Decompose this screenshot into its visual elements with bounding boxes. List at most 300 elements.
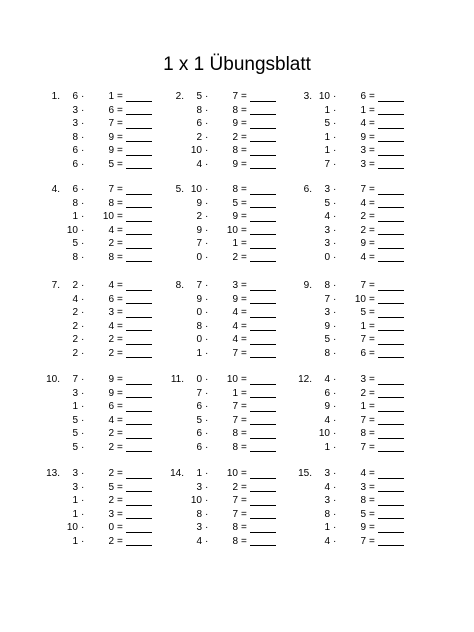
equals-sign: = <box>117 401 123 413</box>
equals-sign: = <box>241 211 247 223</box>
answer-blank[interactable] <box>250 207 276 208</box>
factor-a: 3 <box>324 307 330 319</box>
exercise-block <box>290 373 420 455</box>
answer-blank[interactable] <box>250 491 276 492</box>
equals-sign: = <box>117 238 123 250</box>
exercise-row <box>162 131 292 145</box>
factor-b: 10 <box>226 374 238 385</box>
equals-sign: = <box>241 104 247 116</box>
exercise-row <box>290 535 420 549</box>
multiply-sign: · <box>81 104 85 116</box>
factor-b: 2 <box>108 495 114 507</box>
exercise-row <box>38 210 168 224</box>
answer-blank[interactable] <box>250 478 276 479</box>
answer-blank[interactable] <box>126 128 152 129</box>
answer-blank[interactable] <box>378 491 404 492</box>
factor-b: 5 <box>108 158 114 170</box>
exercise-block <box>290 467 420 549</box>
factor-a: 1 <box>324 522 330 534</box>
multiply-sign: · <box>81 495 85 507</box>
multiply-sign: · <box>81 481 85 493</box>
factor-a: 1 <box>324 104 330 116</box>
answer-blank[interactable] <box>126 344 152 345</box>
factor-a: 7 <box>324 293 330 305</box>
answer-blank[interactable] <box>378 505 404 506</box>
equals-sign: = <box>241 347 247 359</box>
answer-blank[interactable] <box>126 234 152 235</box>
answer-blank[interactable] <box>378 317 404 318</box>
exercise-row <box>162 481 292 495</box>
multiply-sign: · <box>205 535 209 547</box>
answer-blank[interactable] <box>378 194 404 195</box>
multiply-sign: · <box>333 197 337 209</box>
answer-blank[interactable] <box>250 505 276 506</box>
exercise-row <box>38 414 168 428</box>
exercise-row <box>38 131 168 145</box>
exercise-row <box>290 158 420 172</box>
answer-blank[interactable] <box>126 207 152 208</box>
factor-b: 9 <box>232 293 238 305</box>
exercise-row <box>38 400 168 414</box>
factor-a: 7 <box>72 374 78 385</box>
factor-b: 2 <box>108 347 114 359</box>
factor-b: 2 <box>232 131 238 143</box>
multiply-sign: · <box>81 131 85 143</box>
factor-a: 9 <box>324 320 330 332</box>
exercise-row <box>162 251 292 265</box>
factor-b: 3 <box>360 481 366 493</box>
answer-blank[interactable] <box>126 168 152 169</box>
factor-a: 10 <box>66 224 78 236</box>
exercise-row <box>290 467 420 481</box>
factor-a: 6 <box>196 441 202 453</box>
equals-sign: = <box>369 118 375 130</box>
multiply-sign: · <box>81 414 85 426</box>
factor-b: 3 <box>360 145 366 157</box>
exercise-number: 7. <box>51 280 60 291</box>
answer-blank[interactable] <box>250 141 276 142</box>
exercise-row <box>162 224 292 238</box>
answer-blank[interactable] <box>250 128 276 129</box>
answer-blank[interactable] <box>378 207 404 208</box>
factor-b: 2 <box>360 224 366 236</box>
equals-sign: = <box>241 307 247 319</box>
exercise-number: 9. <box>303 280 312 291</box>
exercise-row <box>162 347 292 361</box>
factor-a: 8 <box>324 280 330 291</box>
equals-sign: = <box>117 104 123 116</box>
multiply-sign: · <box>205 334 209 346</box>
exercise-block <box>38 183 168 265</box>
exercise-row <box>290 414 420 428</box>
multiply-sign: · <box>205 145 209 157</box>
equals-sign: = <box>369 91 375 102</box>
answer-blank[interactable] <box>126 303 152 304</box>
answer-blank[interactable] <box>126 290 152 291</box>
exercise-row <box>162 387 292 401</box>
multiply-sign: · <box>333 401 337 413</box>
answer-blank[interactable] <box>126 451 152 452</box>
factor-a: 3 <box>324 238 330 250</box>
factor-b: 9 <box>108 145 114 157</box>
answer-blank[interactable] <box>378 357 404 358</box>
multiply-sign: · <box>81 468 85 479</box>
factor-a: 0 <box>196 374 202 385</box>
factor-a: 1 <box>72 211 78 223</box>
factor-a: 8 <box>72 251 78 263</box>
answer-blank[interactable] <box>378 221 404 222</box>
factor-b: 4 <box>360 197 366 209</box>
exercise-row <box>290 481 420 495</box>
answer-blank[interactable] <box>378 545 404 546</box>
answer-blank[interactable] <box>250 234 276 235</box>
answer-blank[interactable] <box>126 248 152 249</box>
multiply-sign: · <box>333 495 337 507</box>
factor-a: 1 <box>72 495 78 507</box>
equals-sign: = <box>117 535 123 547</box>
answer-blank[interactable] <box>126 505 152 506</box>
multiply-sign: · <box>333 535 337 547</box>
multiply-sign: · <box>333 280 337 291</box>
factor-a: 8 <box>196 320 202 332</box>
multiply-sign: · <box>205 224 209 236</box>
answer-blank[interactable] <box>126 384 152 385</box>
exercise-block <box>38 373 168 455</box>
exercise-block <box>38 467 168 549</box>
exercise-number: 4. <box>51 184 60 195</box>
equals-sign: = <box>369 441 375 453</box>
answer-blank[interactable] <box>378 248 404 249</box>
answer-blank[interactable] <box>378 114 404 115</box>
answer-blank[interactable] <box>126 155 152 156</box>
answer-blank[interactable] <box>378 478 404 479</box>
answer-blank[interactable] <box>126 491 152 492</box>
factor-b: 9 <box>108 131 114 143</box>
multiply-sign: · <box>333 522 337 534</box>
answer-blank[interactable] <box>126 545 152 546</box>
answer-blank[interactable] <box>250 451 276 452</box>
exercise-number: 5. <box>175 184 184 195</box>
answer-blank[interactable] <box>378 234 404 235</box>
answer-blank[interactable] <box>126 424 152 425</box>
factor-a: 1 <box>72 535 78 547</box>
multiply-sign: · <box>81 118 85 130</box>
factor-a: 0 <box>324 251 330 263</box>
factor-a: 4 <box>324 211 330 223</box>
equals-sign: = <box>369 495 375 507</box>
factor-a: 9 <box>196 197 202 209</box>
exercise-row <box>290 117 420 131</box>
answer-blank[interactable] <box>378 261 404 262</box>
equals-sign: = <box>117 145 123 157</box>
answer-blank[interactable] <box>250 532 276 533</box>
answer-blank[interactable] <box>250 317 276 318</box>
exercise-row <box>162 293 292 307</box>
answer-blank[interactable] <box>378 451 404 452</box>
answer-blank[interactable] <box>250 438 276 439</box>
answer-blank[interactable] <box>126 317 152 318</box>
multiply-sign: · <box>205 428 209 440</box>
exercise-row <box>290 224 420 238</box>
multiply-sign: · <box>333 104 337 116</box>
factor-a: 6 <box>196 118 202 130</box>
equals-sign: = <box>369 158 375 170</box>
answer-blank[interactable] <box>126 357 152 358</box>
exercise-number: 1. <box>51 91 60 102</box>
equals-sign: = <box>369 293 375 305</box>
factor-a: 9 <box>196 224 202 236</box>
exercise-block <box>290 90 420 172</box>
answer-blank[interactable] <box>378 384 404 385</box>
exercise-row <box>38 117 168 131</box>
exercise-block <box>162 183 292 265</box>
exercise-row <box>38 104 168 118</box>
factor-a: 4 <box>196 535 202 547</box>
equals-sign: = <box>117 307 123 319</box>
answer-blank[interactable] <box>250 221 276 222</box>
multiply-sign: · <box>81 320 85 332</box>
factor-a: 6 <box>72 91 78 102</box>
factor-a: 5 <box>72 414 78 426</box>
answer-blank[interactable] <box>250 330 276 331</box>
equals-sign: = <box>369 307 375 319</box>
answer-blank[interactable] <box>378 141 404 142</box>
equals-sign: = <box>369 197 375 209</box>
answer-blank[interactable] <box>250 518 276 519</box>
multiply-sign: · <box>205 197 209 209</box>
exercise-row <box>290 210 420 224</box>
factor-a: 1 <box>196 468 202 479</box>
answer-blank[interactable] <box>250 397 276 398</box>
answer-blank[interactable] <box>126 114 152 115</box>
factor-b: 4 <box>108 224 114 236</box>
answer-blank[interactable] <box>378 101 404 102</box>
factor-b: 1 <box>360 104 366 116</box>
multiply-sign: · <box>81 307 85 319</box>
factor-b: 6 <box>360 347 366 359</box>
answer-blank[interactable] <box>378 411 404 412</box>
multiply-sign: · <box>333 251 337 263</box>
answer-blank[interactable] <box>250 155 276 156</box>
exercise-number: 8. <box>175 280 184 291</box>
equals-sign: = <box>241 118 247 130</box>
factor-a: 3 <box>72 118 78 130</box>
equals-sign: = <box>241 131 247 143</box>
equals-sign: = <box>241 224 247 236</box>
factor-a: 4 <box>324 374 330 385</box>
answer-blank[interactable] <box>250 545 276 546</box>
answer-blank[interactable] <box>126 518 152 519</box>
answer-blank[interactable] <box>250 101 276 102</box>
answer-blank[interactable] <box>378 532 404 533</box>
answer-blank[interactable] <box>250 194 276 195</box>
answer-blank[interactable] <box>126 438 152 439</box>
answer-blank[interactable] <box>378 330 404 331</box>
factor-b: 8 <box>232 441 238 453</box>
factor-b: 0 <box>108 522 114 534</box>
factor-a: 6 <box>72 158 78 170</box>
answer-blank[interactable] <box>250 261 276 262</box>
answer-blank[interactable] <box>378 128 404 129</box>
answer-blank[interactable] <box>378 397 404 398</box>
exercise-number: 3. <box>303 91 312 102</box>
factor-a: 6 <box>72 184 78 195</box>
multiply-sign: · <box>333 441 337 453</box>
answer-blank[interactable] <box>378 424 404 425</box>
factor-a: 2 <box>196 131 202 143</box>
answer-blank[interactable] <box>126 478 152 479</box>
exercise-row <box>290 251 420 265</box>
factor-b: 4 <box>108 414 114 426</box>
answer-blank[interactable] <box>126 330 152 331</box>
equals-sign: = <box>369 535 375 547</box>
answer-blank[interactable] <box>126 194 152 195</box>
exercise-row <box>290 387 420 401</box>
answer-blank[interactable] <box>378 344 404 345</box>
exercise-row <box>38 521 168 535</box>
multiply-sign: · <box>205 118 209 130</box>
answer-blank[interactable] <box>378 155 404 156</box>
answer-blank[interactable] <box>250 357 276 358</box>
multiply-sign: · <box>81 347 85 359</box>
answer-blank[interactable] <box>250 248 276 249</box>
factor-a: 3 <box>324 495 330 507</box>
multiply-sign: · <box>81 293 85 305</box>
answer-blank[interactable] <box>378 518 404 519</box>
factor-b: 4 <box>232 334 238 346</box>
factor-b: 6 <box>108 293 114 305</box>
exercise-row <box>162 508 292 522</box>
exercise-row <box>290 90 420 104</box>
multiply-sign: · <box>333 428 337 440</box>
answer-blank[interactable] <box>250 290 276 291</box>
equals-sign: = <box>369 224 375 236</box>
answer-blank[interactable] <box>126 101 152 102</box>
equals-sign: = <box>117 293 123 305</box>
multiply-sign: · <box>205 307 209 319</box>
equals-sign: = <box>117 387 123 399</box>
exercise-block <box>162 467 292 549</box>
factor-a: 3 <box>324 224 330 236</box>
factor-b: 7 <box>232 91 238 102</box>
exercise-row <box>162 306 292 320</box>
answer-blank[interactable] <box>250 168 276 169</box>
exercise-number: 6. <box>303 184 312 195</box>
factor-a: 6 <box>196 401 202 413</box>
factor-a: 6 <box>72 145 78 157</box>
exercise-row <box>290 373 420 387</box>
exercise-number: 15. <box>298 468 312 479</box>
answer-blank[interactable] <box>126 141 152 142</box>
factor-a: 4 <box>324 535 330 547</box>
multiply-sign: · <box>81 387 85 399</box>
factor-b: 4 <box>232 320 238 332</box>
factor-a: 5 <box>196 91 202 102</box>
exercise-row <box>38 224 168 238</box>
factor-b: 7 <box>360 535 366 547</box>
factor-b: 4 <box>108 320 114 332</box>
factor-a: 7 <box>324 158 330 170</box>
answer-blank[interactable] <box>250 384 276 385</box>
answer-blank[interactable] <box>126 261 152 262</box>
answer-blank[interactable] <box>378 438 404 439</box>
equals-sign: = <box>369 347 375 359</box>
answer-blank[interactable] <box>250 344 276 345</box>
multiply-sign: · <box>205 347 209 359</box>
factor-a: 3 <box>72 387 78 399</box>
equals-sign: = <box>241 468 247 479</box>
factor-b: 9 <box>232 158 238 170</box>
exercise-row <box>38 90 168 104</box>
equals-sign: = <box>369 481 375 493</box>
factor-b: 2 <box>108 535 114 547</box>
factor-b: 7 <box>360 441 366 453</box>
factor-a: 4 <box>72 293 78 305</box>
equals-sign: = <box>241 184 247 195</box>
equals-sign: = <box>369 401 375 413</box>
exercise-row <box>162 90 292 104</box>
exercise-row <box>162 441 292 455</box>
exercise-row <box>38 373 168 387</box>
equals-sign: = <box>369 387 375 399</box>
factor-b: 1 <box>232 387 238 399</box>
factor-b: 2 <box>108 428 114 440</box>
answer-blank[interactable] <box>126 532 152 533</box>
factor-a: 2 <box>72 320 78 332</box>
factor-a: 8 <box>72 131 78 143</box>
answer-blank[interactable] <box>250 411 276 412</box>
answer-blank[interactable] <box>250 114 276 115</box>
multiply-sign: · <box>205 414 209 426</box>
factor-b: 8 <box>232 535 238 547</box>
answer-blank[interactable] <box>126 411 152 412</box>
exercise-row <box>38 197 168 211</box>
equals-sign: = <box>241 238 247 250</box>
answer-blank[interactable] <box>378 168 404 169</box>
answer-blank[interactable] <box>250 424 276 425</box>
exercise-row <box>38 279 168 293</box>
exercise-row <box>162 144 292 158</box>
factor-b: 2 <box>232 251 238 263</box>
multiply-sign: · <box>333 224 337 236</box>
answer-blank[interactable] <box>250 303 276 304</box>
factor-b: 7 <box>360 414 366 426</box>
factor-a: 9 <box>196 293 202 305</box>
factor-b: 3 <box>108 508 114 520</box>
factor-a: 5 <box>72 238 78 250</box>
equals-sign: = <box>117 280 123 291</box>
answer-blank[interactable] <box>126 221 152 222</box>
exercise-row <box>290 494 420 508</box>
factor-a: 4 <box>324 481 330 493</box>
multiply-sign: · <box>333 131 337 143</box>
exercise-row <box>38 251 168 265</box>
factor-b: 3 <box>232 280 238 291</box>
exercise-row <box>38 387 168 401</box>
exercise-row <box>290 508 420 522</box>
multiply-sign: · <box>333 468 337 479</box>
answer-blank[interactable] <box>378 303 404 304</box>
multiply-sign: · <box>333 211 337 223</box>
equals-sign: = <box>369 428 375 440</box>
answer-blank[interactable] <box>378 290 404 291</box>
equals-sign: = <box>117 481 123 493</box>
exercise-row <box>38 144 168 158</box>
factor-b: 1 <box>360 320 366 332</box>
answer-blank[interactable] <box>126 397 152 398</box>
factor-a: 7 <box>196 238 202 250</box>
factor-b: 10 <box>102 211 114 223</box>
